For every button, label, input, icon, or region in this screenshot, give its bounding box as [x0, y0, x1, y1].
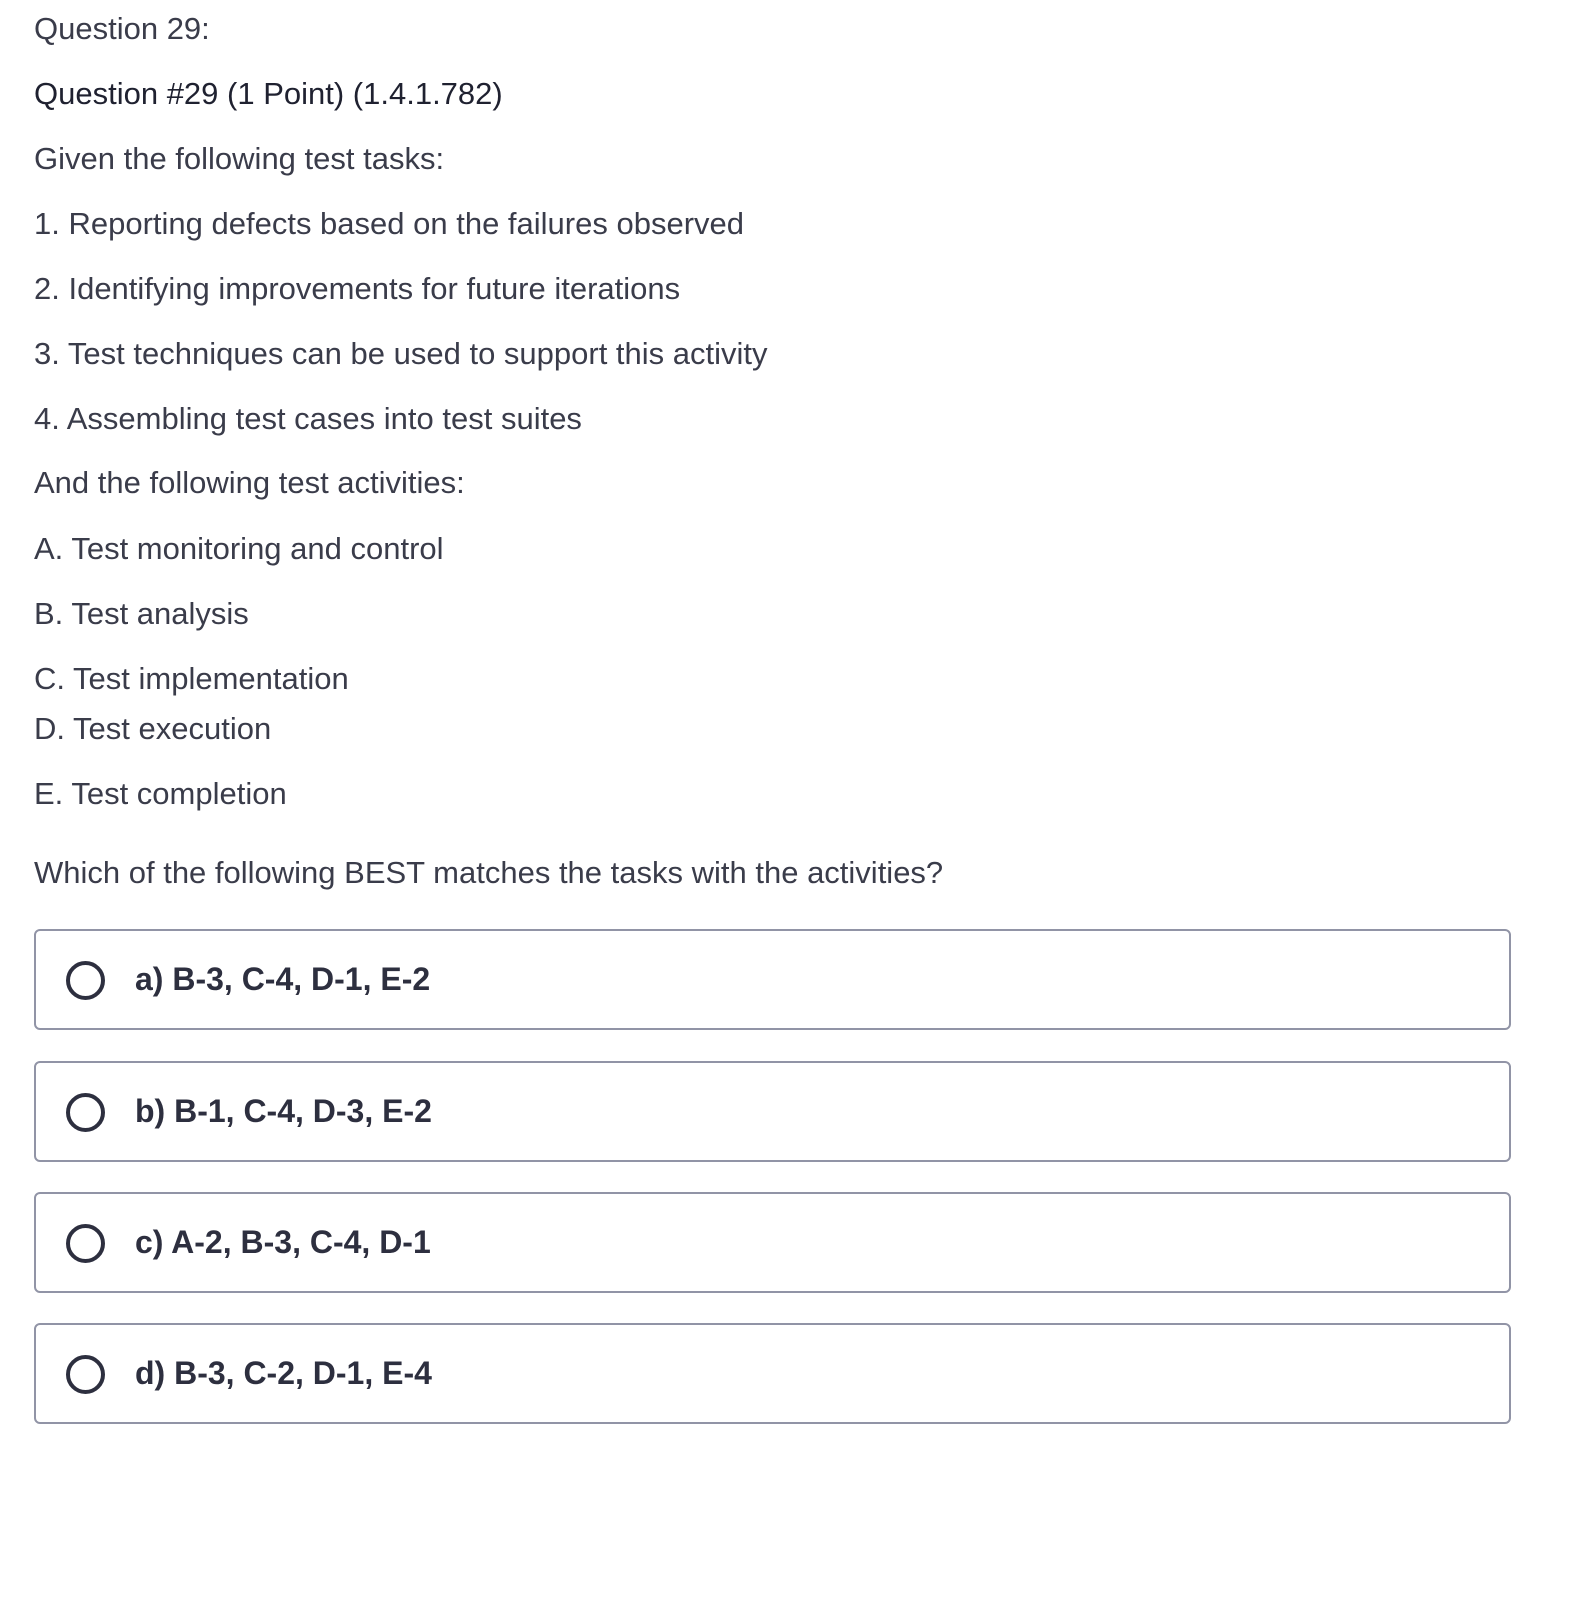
- option-label: d) B-3, C-2, D-1, E-4: [135, 1355, 432, 1391]
- option-a[interactable]: [34, 929, 1511, 1030]
- task-item: 4. Assembling test cases into test suites: [34, 401, 582, 436]
- question-heading: Question #29 (1 Point) (1.4.1.782): [34, 76, 503, 111]
- option-b[interactable]: [34, 1061, 1511, 1162]
- activity-item: C. Test implementation: [34, 661, 349, 696]
- activities-intro: And the following test activities:: [34, 465, 465, 500]
- task-item: 3. Test techniques can be used to support this activity: [34, 336, 768, 371]
- question-prompt: Which of the following BEST matches the tasks with the activities?: [34, 855, 944, 890]
- radio-unchecked-icon[interactable]: [66, 1093, 105, 1132]
- activity-item: E. Test completion: [34, 776, 287, 811]
- task-item: 2. Identifying improvements for future iterations: [34, 271, 681, 306]
- option-d[interactable]: [34, 1323, 1511, 1424]
- tasks-intro: Given the following test tasks:: [34, 141, 445, 176]
- option-c[interactable]: [34, 1192, 1511, 1293]
- radio-unchecked-icon[interactable]: [66, 961, 105, 1000]
- option-label: b) B-1, C-4, D-3, E-2: [135, 1093, 432, 1129]
- activity-item: B. Test analysis: [34, 596, 249, 631]
- option-label: a) B-3, C-4, D-1, E-2: [135, 961, 431, 997]
- question-number: Question 29:: [34, 11, 210, 46]
- activity-item: A. Test monitoring and control: [34, 531, 444, 566]
- radio-unchecked-icon[interactable]: [66, 1355, 105, 1394]
- option-label: c) A-2, B-3, C-4, D-1: [135, 1224, 431, 1260]
- activity-item: D. Test execution: [34, 711, 272, 746]
- radio-unchecked-icon[interactable]: [66, 1224, 105, 1263]
- task-item: 1. Reporting defects based on the failures observed: [34, 206, 745, 241]
